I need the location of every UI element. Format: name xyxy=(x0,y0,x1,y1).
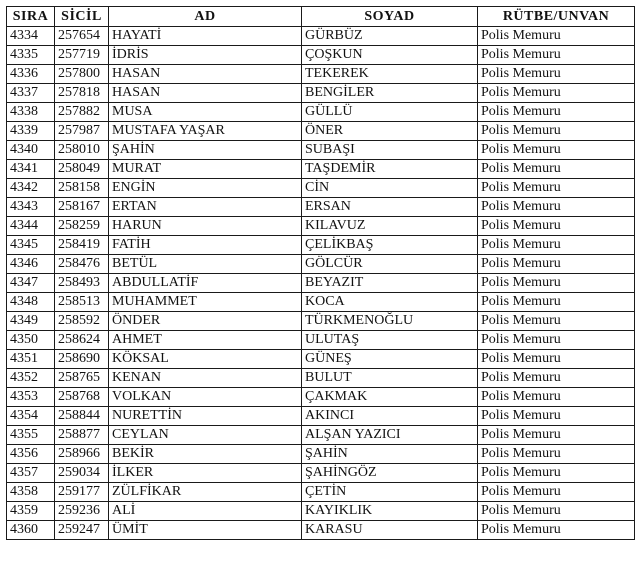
table-row xyxy=(7,483,635,502)
cell-sira: 4344 xyxy=(7,217,55,236)
cell-ad: MURAT xyxy=(109,160,302,179)
cell-soyad: SUBAŞI xyxy=(302,141,478,160)
cell-ad: MUHAMMET xyxy=(109,293,302,312)
header-rutbe: RÜTBE/UNVAN xyxy=(478,7,635,27)
cell-sicil: 258419 xyxy=(55,236,109,255)
cell-soyad: GÜNEŞ xyxy=(302,350,478,369)
cell-rutbe: Polis Memuru xyxy=(478,445,635,464)
cell-rutbe: Polis Memuru xyxy=(478,198,635,217)
cell-sicil: 258259 xyxy=(55,217,109,236)
cell-ad: NURETTİN xyxy=(109,407,302,426)
cell-sira: 4354 xyxy=(7,407,55,426)
table-row xyxy=(7,141,635,160)
table-row xyxy=(7,521,635,540)
cell-ad: BETÜL xyxy=(109,255,302,274)
cell-sicil: 258690 xyxy=(55,350,109,369)
cell-soyad: ŞAHİNGÖZ xyxy=(302,464,478,483)
cell-sira: 4340 xyxy=(7,141,55,160)
cell-soyad: KARASU xyxy=(302,521,478,540)
cell-sira: 4358 xyxy=(7,483,55,502)
cell-sicil: 258592 xyxy=(55,312,109,331)
cell-ad: MUSA xyxy=(109,103,302,122)
cell-rutbe: Polis Memuru xyxy=(478,122,635,141)
cell-sira: 4334 xyxy=(7,27,55,46)
cell-rutbe: Polis Memuru xyxy=(478,464,635,483)
cell-sicil: 257818 xyxy=(55,84,109,103)
cell-soyad: TAŞDEMİR xyxy=(302,160,478,179)
cell-sira: 4335 xyxy=(7,46,55,65)
cell-sira: 4345 xyxy=(7,236,55,255)
cell-soyad: TÜRKMENOĞLU xyxy=(302,312,478,331)
table-row xyxy=(7,27,635,46)
table-row xyxy=(7,445,635,464)
cell-ad: MUSTAFA YAŞAR xyxy=(109,122,302,141)
cell-rutbe: Polis Memuru xyxy=(478,312,635,331)
header-sicil: SİCİL xyxy=(55,7,109,27)
cell-soyad: TEKEREK xyxy=(302,65,478,84)
cell-rutbe: Polis Memuru xyxy=(478,407,635,426)
table-row xyxy=(7,160,635,179)
cell-sicil: 259247 xyxy=(55,521,109,540)
cell-sira: 4353 xyxy=(7,388,55,407)
cell-soyad: ÇAKMAK xyxy=(302,388,478,407)
cell-soyad: ÇELİKBAŞ xyxy=(302,236,478,255)
cell-ad: ZÜLFİKAR xyxy=(109,483,302,502)
cell-soyad: ÇOŞKUN xyxy=(302,46,478,65)
table-row xyxy=(7,331,635,350)
cell-sicil: 257719 xyxy=(55,46,109,65)
table-row xyxy=(7,388,635,407)
cell-ad: ABDULLATİF xyxy=(109,274,302,293)
cell-sicil: 259236 xyxy=(55,502,109,521)
cell-sicil: 257800 xyxy=(55,65,109,84)
cell-sira: 4349 xyxy=(7,312,55,331)
cell-soyad: KAYIKLIK xyxy=(302,502,478,521)
cell-ad: HASAN xyxy=(109,84,302,103)
table-row xyxy=(7,312,635,331)
cell-soyad: GÜRBÜZ xyxy=(302,27,478,46)
cell-sira: 4355 xyxy=(7,426,55,445)
cell-ad: ALİ xyxy=(109,502,302,521)
cell-rutbe: Polis Memuru xyxy=(478,483,635,502)
cell-sira: 4342 xyxy=(7,179,55,198)
cell-ad: KÖKSAL xyxy=(109,350,302,369)
header-ad: AD xyxy=(109,7,302,27)
cell-sicil: 258493 xyxy=(55,274,109,293)
cell-rutbe: Polis Memuru xyxy=(478,350,635,369)
cell-ad: ÖNDER xyxy=(109,312,302,331)
cell-rutbe: Polis Memuru xyxy=(478,179,635,198)
cell-soyad: CİN xyxy=(302,179,478,198)
cell-sira: 4348 xyxy=(7,293,55,312)
table-row xyxy=(7,293,635,312)
cell-soyad: ÖNER xyxy=(302,122,478,141)
table-row xyxy=(7,236,635,255)
cell-sicil: 258476 xyxy=(55,255,109,274)
cell-rutbe: Polis Memuru xyxy=(478,502,635,521)
cell-sira: 4357 xyxy=(7,464,55,483)
cell-rutbe: Polis Memuru xyxy=(478,255,635,274)
cell-sicil: 257882 xyxy=(55,103,109,122)
cell-soyad: KOCA xyxy=(302,293,478,312)
cell-rutbe: Polis Memuru xyxy=(478,274,635,293)
cell-sira: 4343 xyxy=(7,198,55,217)
cell-ad: HARUN xyxy=(109,217,302,236)
cell-sicil: 258966 xyxy=(55,445,109,464)
cell-sira: 4339 xyxy=(7,122,55,141)
cell-rutbe: Polis Memuru xyxy=(478,103,635,122)
cell-ad: İLKER xyxy=(109,464,302,483)
cell-sicil: 258167 xyxy=(55,198,109,217)
cell-sira: 4351 xyxy=(7,350,55,369)
cell-rutbe: Polis Memuru xyxy=(478,65,635,84)
cell-sicil: 258049 xyxy=(55,160,109,179)
personnel-list-sheet xyxy=(6,6,634,540)
cell-sira: 4338 xyxy=(7,103,55,122)
cell-soyad: GÖLCÜR xyxy=(302,255,478,274)
header-soyad: SOYAD xyxy=(302,7,478,27)
cell-rutbe: Polis Memuru xyxy=(478,521,635,540)
cell-ad: KENAN xyxy=(109,369,302,388)
table-row xyxy=(7,350,635,369)
cell-rutbe: Polis Memuru xyxy=(478,331,635,350)
cell-sira: 4360 xyxy=(7,521,55,540)
cell-ad: CEYLAN xyxy=(109,426,302,445)
table-row xyxy=(7,369,635,388)
cell-soyad: BEYAZIT xyxy=(302,274,478,293)
cell-sicil: 259034 xyxy=(55,464,109,483)
cell-soyad: BULUT xyxy=(302,369,478,388)
table-row xyxy=(7,198,635,217)
cell-rutbe: Polis Memuru xyxy=(478,426,635,445)
table-row xyxy=(7,464,635,483)
cell-rutbe: Polis Memuru xyxy=(478,46,635,65)
cell-ad: FATİH xyxy=(109,236,302,255)
cell-soyad: BENGİLER xyxy=(302,84,478,103)
cell-sira: 4341 xyxy=(7,160,55,179)
table-row xyxy=(7,274,635,293)
cell-rutbe: Polis Memuru xyxy=(478,293,635,312)
cell-sicil: 258768 xyxy=(55,388,109,407)
cell-soyad: ERSAN xyxy=(302,198,478,217)
cell-ad: HASAN xyxy=(109,65,302,84)
cell-ad: ŞAHİN xyxy=(109,141,302,160)
table-header xyxy=(7,7,635,27)
table-row xyxy=(7,179,635,198)
cell-sicil: 258844 xyxy=(55,407,109,426)
cell-rutbe: Polis Memuru xyxy=(478,217,635,236)
header-row xyxy=(7,7,635,27)
cell-rutbe: Polis Memuru xyxy=(478,236,635,255)
cell-sicil: 258877 xyxy=(55,426,109,445)
cell-ad: VOLKAN xyxy=(109,388,302,407)
cell-rutbe: Polis Memuru xyxy=(478,27,635,46)
cell-sicil: 258765 xyxy=(55,369,109,388)
cell-sira: 4359 xyxy=(7,502,55,521)
table-row xyxy=(7,407,635,426)
cell-sira: 4352 xyxy=(7,369,55,388)
table-row xyxy=(7,103,635,122)
cell-ad: ERTAN xyxy=(109,198,302,217)
cell-sira: 4346 xyxy=(7,255,55,274)
cell-ad: ENGİN xyxy=(109,179,302,198)
table-row xyxy=(7,65,635,84)
cell-ad: İDRİS xyxy=(109,46,302,65)
cell-rutbe: Polis Memuru xyxy=(478,84,635,103)
table-row xyxy=(7,217,635,236)
cell-ad: ÜMİT xyxy=(109,521,302,540)
cell-soyad: KILAVUZ xyxy=(302,217,478,236)
cell-rutbe: Polis Memuru xyxy=(478,141,635,160)
cell-sira: 4350 xyxy=(7,331,55,350)
cell-sira: 4337 xyxy=(7,84,55,103)
cell-sicil: 257654 xyxy=(55,27,109,46)
table-body xyxy=(7,27,635,540)
cell-rutbe: Polis Memuru xyxy=(478,369,635,388)
cell-sira: 4336 xyxy=(7,65,55,84)
table-row xyxy=(7,255,635,274)
table-row xyxy=(7,502,635,521)
cell-ad: BEKİR xyxy=(109,445,302,464)
table-row xyxy=(7,122,635,141)
cell-sicil: 258010 xyxy=(55,141,109,160)
cell-soyad: GÜLLÜ xyxy=(302,103,478,122)
cell-soyad: ALŞAN YAZICI xyxy=(302,426,478,445)
table-row xyxy=(7,84,635,103)
cell-sira: 4356 xyxy=(7,445,55,464)
cell-sicil: 257987 xyxy=(55,122,109,141)
header-sira: SIRA xyxy=(7,7,55,27)
table-row xyxy=(7,46,635,65)
cell-rutbe: Polis Memuru xyxy=(478,160,635,179)
cell-soyad: AKINCI xyxy=(302,407,478,426)
cell-sicil: 258513 xyxy=(55,293,109,312)
cell-sira: 4347 xyxy=(7,274,55,293)
cell-sicil: 258624 xyxy=(55,331,109,350)
cell-ad: AHMET xyxy=(109,331,302,350)
personnel-table xyxy=(6,6,635,540)
cell-soyad: ULUTAŞ xyxy=(302,331,478,350)
cell-soyad: ÇETİN xyxy=(302,483,478,502)
cell-sicil: 258158 xyxy=(55,179,109,198)
cell-soyad: ŞAHİN xyxy=(302,445,478,464)
cell-ad: HAYATİ xyxy=(109,27,302,46)
cell-rutbe: Polis Memuru xyxy=(478,388,635,407)
table-row xyxy=(7,426,635,445)
cell-sicil: 259177 xyxy=(55,483,109,502)
